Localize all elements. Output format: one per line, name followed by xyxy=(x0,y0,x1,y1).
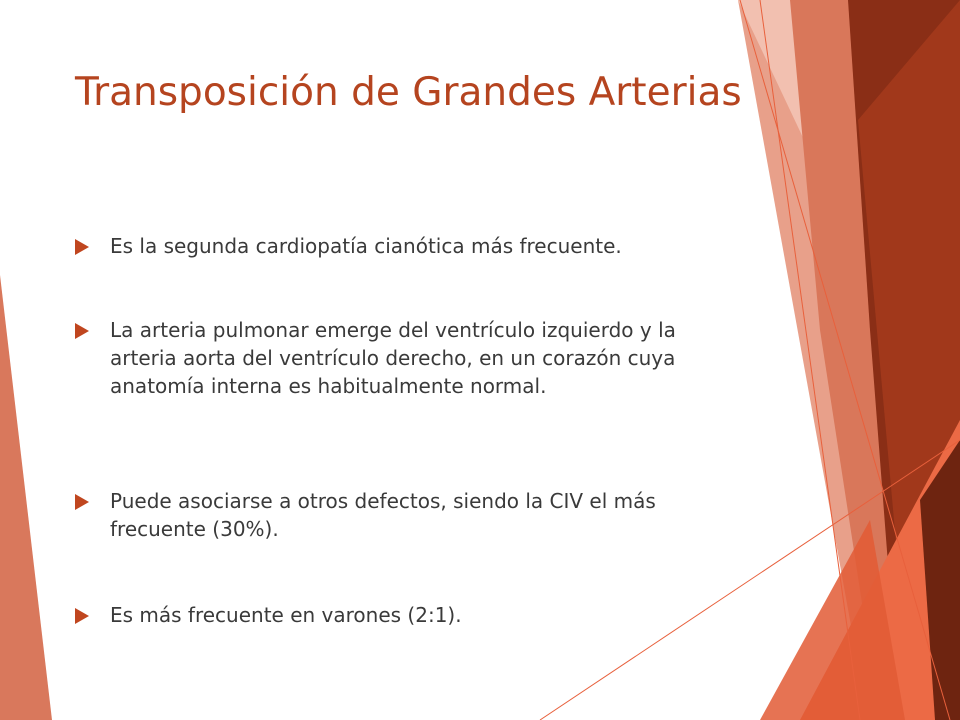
page-title: Transposición de Grandes Arterias xyxy=(75,70,742,115)
list-item xyxy=(75,316,735,400)
list-item xyxy=(75,601,735,629)
triangle-right-icon xyxy=(75,239,89,255)
list-item xyxy=(75,232,735,260)
bullet-text: Puede asociarse a otros defectos, siendo la CIV el más frecuente (30%). xyxy=(110,489,656,541)
triangle-right-icon xyxy=(75,323,89,339)
left-edge-shape xyxy=(0,275,52,720)
bullet-text: Es más frecuente en varones (2:1). xyxy=(110,603,462,627)
triangle-right-icon xyxy=(75,608,89,624)
list-item xyxy=(75,487,735,543)
bullet-text: Es la segunda cardiopatía cianótica más frecuente. xyxy=(110,234,622,258)
triangle-right-icon xyxy=(75,494,89,510)
bullet-text: La arteria pulmonar emerge del ventrículo izquierdo y la arteria aorta del ventrículo derecho, en un corazón cuya anatomía interna es habitualmente normal. xyxy=(110,318,676,398)
